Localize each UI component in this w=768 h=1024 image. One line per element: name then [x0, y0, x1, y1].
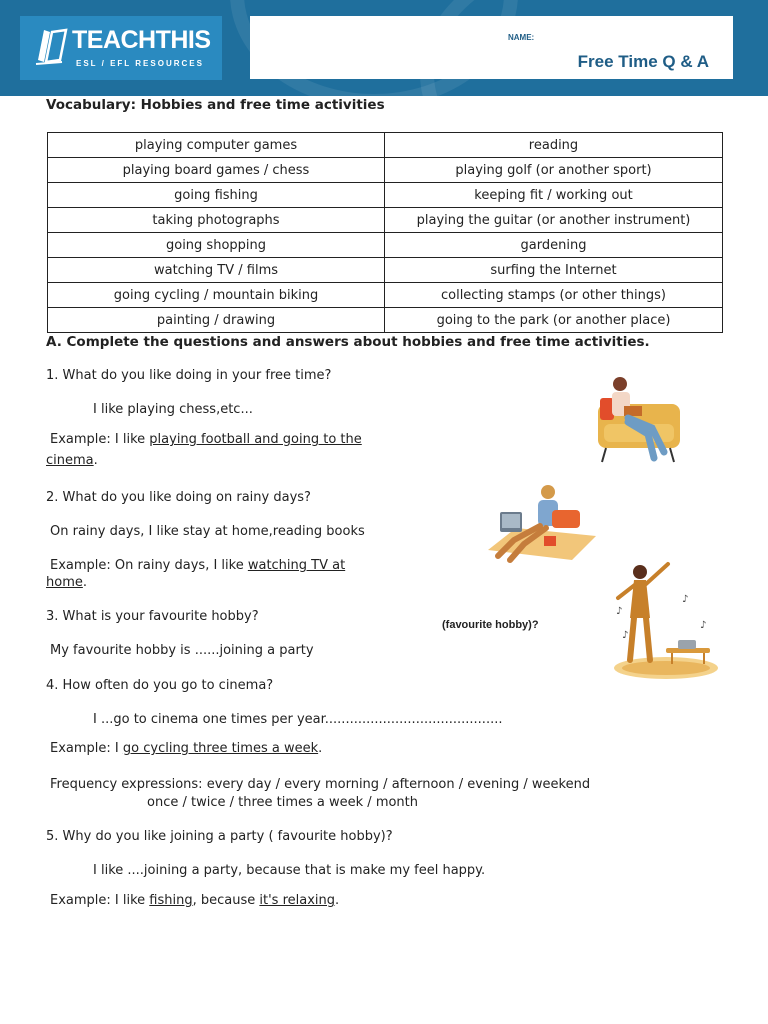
table-cell: collecting stamps (or other things) [385, 283, 723, 308]
frequency-expressions-line1: Frequency expressions: every day / every morning / afternoon / evening / weekend [50, 777, 591, 792]
header-banner [0, 0, 768, 96]
frequency-expressions-line2: once / twice / three times a week / month [147, 795, 419, 810]
table-cell: playing the guitar (or another instrument) [385, 208, 723, 233]
vocabulary-table [47, 132, 723, 333]
example-underlined: fishing [149, 893, 193, 908]
table-cell: taking photographs [48, 208, 385, 233]
table-cell: reading [385, 133, 723, 158]
section-a-heading: A. Complete the questions and answers about hobbies and free time activities. [46, 334, 650, 350]
example-2-line1 [50, 558, 345, 573]
example-1-line2 [46, 453, 98, 468]
svg-text:♪: ♪ [682, 594, 689, 605]
example-4 [50, 741, 322, 756]
table-row [48, 158, 723, 183]
answer-3: My favourite hobby is ......joining a party [50, 643, 314, 658]
example-underlined: it's relaxing [259, 893, 336, 908]
table-cell: playing computer games [48, 133, 385, 158]
vocabulary-heading: Vocabulary: Hobbies and free time activities [46, 97, 385, 113]
example-text: . [82, 575, 87, 590]
example-text: , because [192, 893, 260, 908]
table-row [48, 208, 723, 233]
table-cell: playing golf (or another sport) [385, 158, 723, 183]
svg-text:♪: ♪ [616, 606, 623, 617]
table-cell: gardening [385, 233, 723, 258]
logo-wordmark: TEACHTHIS [72, 26, 211, 54]
answer-4: I ...go to cinema one times per year........................................... [93, 712, 503, 727]
name-box [250, 16, 733, 79]
example-text: Example: I like [50, 893, 150, 908]
logo-tagline: ESL / EFL RESOURCES [76, 59, 204, 68]
svg-text:♪: ♪ [700, 620, 707, 631]
answer-1: I like playing chess,etc... [93, 402, 253, 417]
example-underlined: cinema [46, 453, 94, 468]
example-text: Example: I like [50, 432, 150, 447]
example-1-line1 [50, 432, 362, 447]
example-text: . [335, 893, 340, 908]
table-cell: going fishing [48, 183, 385, 208]
svg-text:♪: ♪ [622, 630, 629, 641]
table-row [48, 183, 723, 208]
example-text: Example: On rainy days, I like [50, 558, 248, 573]
favourite-hobby-label: (favourite hobby)? [442, 619, 539, 631]
table-row [48, 233, 723, 258]
example-text: . [318, 741, 323, 756]
table-cell: watching TV / films [48, 258, 385, 283]
person-with-laptop-illustration [484, 480, 600, 566]
example-2-line2 [46, 575, 87, 590]
table-cell: surfing the Internet [385, 258, 723, 283]
table-row [48, 258, 723, 283]
example-underlined: home [46, 575, 83, 590]
table-cell: going to the park (or another place) [385, 308, 723, 333]
question-2: 2. What do you like doing on rainy days? [46, 490, 311, 505]
answer-5: I like ....joining a party, because that is make my feel happy. [93, 863, 486, 878]
example-5 [50, 893, 339, 908]
question-1: 1. What do you like doing in your free time? [46, 368, 332, 383]
table-cell: keeping fit / working out [385, 183, 723, 208]
example-underlined: watching TV at [247, 558, 346, 573]
question-5: 5. Why do you like joining a party ( favourite hobby)? [46, 829, 393, 844]
answer-2: On rainy days, I like stay at home,reading books [50, 524, 365, 539]
question-4: 4. How often do you go to cinema? [46, 678, 274, 693]
question-3: 3. What is your favourite hobby? [46, 609, 259, 624]
example-underlined: go cycling three times a week [122, 741, 319, 756]
name-label: NAME: [508, 33, 535, 42]
logo [20, 16, 222, 80]
person-dancing-illustration [604, 558, 726, 682]
table-row [48, 308, 723, 333]
example-underlined: playing football and going to the [149, 432, 362, 447]
table-cell: going shopping [48, 233, 385, 258]
table-cell: painting / drawing [48, 308, 385, 333]
table-row [48, 133, 723, 158]
book-logo-icon [34, 26, 70, 66]
worksheet-title: Free Time Q & A [577, 52, 709, 71]
table-row [48, 283, 723, 308]
example-text: . [93, 453, 98, 468]
table-cell: going cycling / mountain biking [48, 283, 385, 308]
person-reading-on-armchair-illustration [590, 372, 686, 468]
table-cell: playing board games / chess [48, 158, 385, 183]
example-text: Example: I [50, 741, 123, 756]
